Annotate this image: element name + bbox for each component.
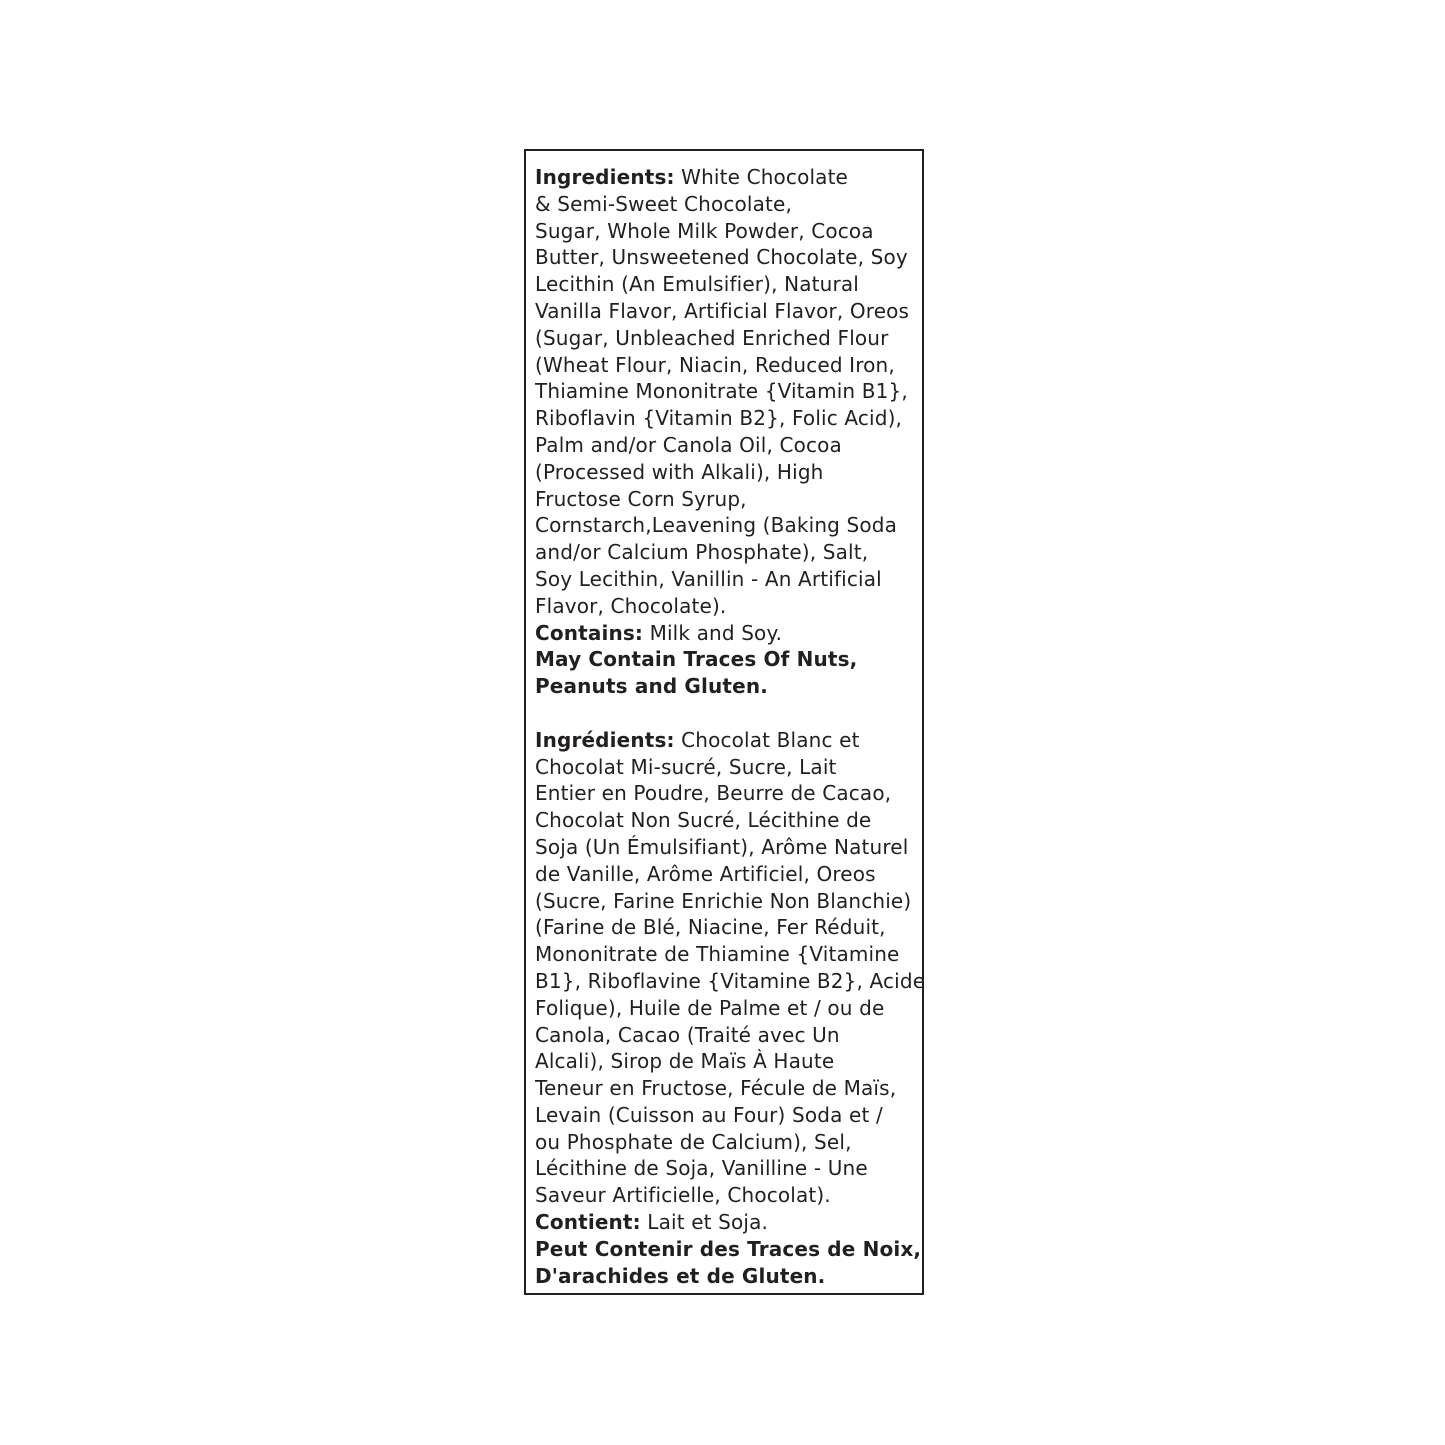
ingredients-label-panel (524, 149, 924, 1295)
english-allergen-warning: May Contain Traces Of Nuts, (535, 647, 858, 672)
english-contains-line (535, 620, 920, 647)
english-ingredients-line: Palm and/or Canola Oil, Cocoa (535, 432, 842, 457)
french-ingredients-line: Teneur en Fructose, Fécule de Maïs, (535, 1076, 897, 1101)
french-ingredients-line: de Vanille, Arôme Artificiel, Oreos (535, 861, 876, 886)
french-ingredients-line: Chocolat Non Sucré, Lécithine de (535, 808, 872, 833)
english-ingredients-line: Fructose Corn Syrup, (535, 486, 747, 511)
english-ingredients-line: and/or Calcium Phosphate), Salt, (535, 540, 869, 565)
english-ingredients-line: (Sugar, Unbleached Enriched Flour (535, 325, 889, 350)
french-ingredients-line-1 (535, 727, 920, 754)
english-ingredients-line: Cornstarch,Leavening (Baking Soda (535, 513, 898, 538)
english-ingredients-line: Lecithin (An Emulsifier), Natural (535, 272, 859, 297)
english-allergen-warning: Peanuts and Gluten. (535, 674, 768, 699)
french-contains-heading: Contient: (535, 1210, 641, 1235)
french-allergen-warning: Peut Contenir des Traces de Noix, (535, 1236, 922, 1261)
french-allergen-warning: D'arachides et de Gluten. (535, 1263, 826, 1288)
section-spacer (535, 700, 920, 727)
english-ingredients-line: Soy Lecithin, Vanillin - An Artificial (535, 566, 882, 591)
french-ingredients-line: Mononitrate de Thiamine {Vitamine (535, 942, 900, 967)
ingredients-label-text (535, 164, 926, 1289)
english-ingredients-heading: Ingredients: (535, 165, 675, 189)
french-ingredients-line: Soja (Un Émulsifiant), Arôme Naturel (535, 834, 909, 859)
english-ingredients-line: & Semi-Sweet Chocolate, (535, 191, 792, 216)
english-ingredients-line-1 (535, 164, 920, 191)
english-ingredients-line: Sugar, Whole Milk Powder, Cocoa (535, 218, 874, 243)
french-ingredients-line: Entier en Poudre, Beurre de Cacao, (535, 781, 892, 806)
french-ingredients-line: Lécithine de Soja, Vanilline - Une (535, 1156, 868, 1181)
english-ingredients-line: Vanilla Flavor, Artificial Flavor, Oreos (535, 298, 910, 323)
english-ingredients-line: (Processed with Alkali), High (535, 459, 824, 484)
french-contains-line (535, 1209, 920, 1236)
french-ingredients-line: Canola, Cacao (Traité avec Un (535, 1022, 840, 1047)
english-contains-heading: Contains: (535, 620, 644, 645)
french-ingredients-line: ou Phosphate de Calcium), Sel, (535, 1129, 852, 1154)
english-ingredients-line: Riboflavin {Vitamin B2}, Folic Acid), (535, 406, 903, 431)
french-ingredients-line: (Sucre, Farine Enrichie Non Blanchie) (535, 888, 912, 913)
english-ingredients-line: Flavor, Chocolate). (535, 593, 727, 618)
french-ingredients-line: B1}, Riboflavine {Vitamine B2}, Acide (535, 968, 926, 993)
english-ingredients-line: (Wheat Flour, Niacin, Reduced Iron, (535, 352, 895, 377)
english-ingredients-text: White Chocolate (674, 165, 849, 189)
french-ingredients-line: (Farine de Blé, Niacine, Fer Réduit, (535, 915, 886, 940)
french-ingredients-heading: Ingrédients: (535, 727, 675, 752)
french-ingredients-line: Saveur Artificielle, Chocolat). (535, 1183, 831, 1208)
french-ingredients-line: Levain (Cuisson au Four) Soda et / (535, 1102, 883, 1127)
french-ingredients-line: Alcali), Sirop de Maïs À Haute (535, 1049, 835, 1074)
french-ingredients-line: Chocolat Mi-sucré, Sucre, Lait (535, 754, 837, 779)
english-ingredients-line: Butter, Unsweetened Chocolate, Soy (535, 245, 908, 270)
french-contains-text: Lait et Soja. (640, 1210, 769, 1235)
french-ingredients-text: Chocolat Blanc et (674, 727, 860, 752)
english-contains-text: Milk and Soy. (643, 620, 783, 645)
french-ingredients-line: Folique), Huile de Palme et / ou de (535, 995, 885, 1020)
english-ingredients-line: Thiamine Mononitrate {Vitamin B1}, (535, 379, 908, 404)
